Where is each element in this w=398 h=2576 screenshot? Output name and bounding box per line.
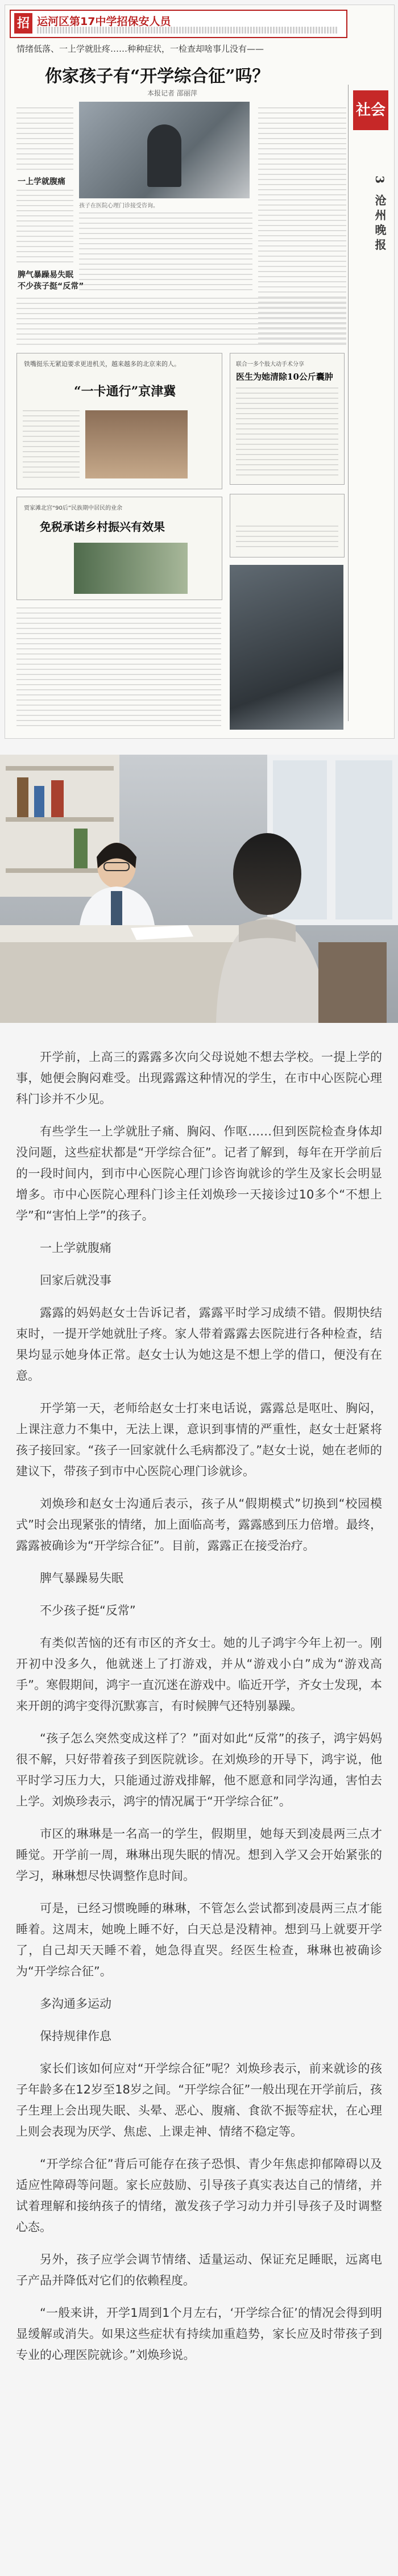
np-box-title: 医生为她清除10公斤囊肿 — [236, 372, 333, 382]
np-text-column — [16, 107, 73, 170]
article-paragraph: 开学前，上高三的露露多次向父母说她不想去学校。一提上学的事，她便会胸闷难受。出现露露这种情况的学生，在市中心医院心理科门诊并不少见。 — [16, 1050, 382, 1106]
article-paragraph: 开学第一天，老师给赵女士打来电话说，露露总是呕吐、胸闷，上课注意力不集中，无法上课，意识到事情的严重性，赵女士赶紧将孩子接回家。“孩子一回家就什么毛病都没了。”赵女士说，她在老师的建议下，带孩子到市中心医院心理门诊就诊。 — [16, 1401, 382, 1478]
np-box-title: 免税承诺乡村振兴有效果 — [40, 520, 165, 534]
article-photo — [0, 755, 398, 1023]
article-paragraph: 有类似苦恼的还有市区的齐女士。她的儿子鸿宇今年上初一。刚开初中没多久，他就迷上了打游戏，并从“游戏小白”成为“游戏高手”。寒假期间，鸿宇一直沉迷在游戏中。临近开学，齐女士发现，本来开朗的鸿宇变得沉默寡言，有时候脾气还特别暴躁。 — [16, 1636, 382, 1713]
article-paragraph: 刘焕珍和赵女士沟通后表示，孩子从“假期模式”切换到“校园模式”时会出现紧张的情绪，加上面临高考，露露感到压力倍增。最终，露露被确诊为“开学综合征”。目前，露露正在接受治疗。 — [16, 1497, 382, 1553]
np-kicker: 情绪低落、一上学就肚疼……种种症状，一检查却啥事儿没有—— — [16, 44, 264, 54]
article-paragraph: 另外，孩子应学会调节情绪、适量运动、保证充足睡眠，远离电子产品并降低对它们的依赖程度。 — [16, 2253, 382, 2287]
article-paragraph: 市区的琳琳是一名高一的学生，假期里，她每天到凌晨两三点才睡觉。开学前一周，琳琳出现失眠的情况。想到入学又会开始紧张的学习，琳琳想尽快调整作息时间。 — [16, 1827, 382, 1883]
np-text-column — [258, 107, 346, 346]
np-article-box — [16, 497, 222, 600]
article-subhead: 多沟通多运动 — [40, 1997, 111, 2011]
np-text-column — [16, 607, 221, 727]
np-byline: 本报记者 邵丽萍 — [147, 89, 197, 97]
np-photo — [79, 102, 250, 198]
article-paragraph: 露露的妈妈赵女士告诉记者，露露平时学习成绩不错。假期快结束时，一提开学她就肚子疼。家人带着露露去医院进行各种检查，结果均显示她身体正常。赵女士认为她这是不想上学的借口，便没有在意。 — [16, 1306, 382, 1383]
section-page-label: 3 沧州晚报 — [373, 176, 387, 253]
article-subhead: 不少孩子挺“反常” — [40, 1604, 136, 1617]
article-paragraph: 家长们该如何应对“开学综合征”呢？刘焕珍表示，前来就诊的孩子年龄多在12岁至18岁之间。“开学综合征”一般出现在开学前后，孩子生理上会出现失眠、头晕、恶心、腹痛、食欲不振等症状，在心理上则会表现为厌学、焦虑、上课走神、情绪不稳定等。 — [16, 2062, 382, 2138]
np-article-box — [230, 494, 345, 557]
np-box-kicker: 联合一多个肢大动手术分享 — [236, 361, 304, 368]
np-box-title: “一卡通行”京津冀 — [74, 384, 176, 399]
article-paragraph: 可是，已经习惯晚睡的琳琳，不管怎么尝试都到凌晨两三点才能睡着。这周末，她晚上睡不好，白天总是没精神。想到马上就要开学了，自己却天天睡不着，她急得直哭。经医生检查，琳琳也被确诊为“开学综合征”。 — [16, 1901, 382, 1978]
article-paragraph: “开学综合征”背后可能存在孩子恐惧、青少年焦虑抑郁障碍以及适应性障碍等问题。家长应鼓励、引导孩子真实表达自己的情绪，并试着理解和接纳孩子的情绪，激发孩子学习动力并引导孩子及时调整心态。 — [16, 2157, 382, 2234]
np-photo — [230, 565, 343, 730]
article-subhead: 脾气暴躁易失眠 — [40, 1571, 123, 1585]
np-text-column — [236, 388, 338, 478]
consultation-photo — [0, 755, 398, 1023]
newspaper-scan — [5, 5, 395, 739]
article-subhead: 回家后就没事 — [40, 1274, 111, 1287]
article-paragraph: 有些学生一上学就肚子痛、胸闷、作呕……但到医院检查身体却没问题，这些症状都是“开学综合征”。记者了解到，每年在开学前后的一段时间内，到市中心医院心理门诊咨询就诊的学生及家长会明显增多。市中心医院心理科门诊主任刘焕珍一天接诊过10多个“不想上学”和“害怕上学”的孩子。 — [16, 1125, 382, 1222]
ad-fine-print — [37, 27, 338, 34]
article-subhead: 一上学就腹痛 — [40, 1241, 111, 1255]
article-body — [16, 1047, 382, 2377]
np-box-kicker: 贾家滩北宫“90后”民族期中居民的业余 — [24, 505, 123, 511]
recruit-ad — [10, 10, 347, 38]
section-tab: 社会 — [353, 90, 388, 130]
np-text-column — [16, 190, 73, 264]
ad-title: 运河区第17中学招保安人员 — [37, 15, 171, 28]
np-text-column — [23, 410, 80, 481]
article-paragraph: “一般来讲，开学1周到1个月左右，‘开学综合征’的情况会得到明显缓解或消失。如果这些症状有持续加重趋势，家长应及时带孩子到专业的心理医院就诊。”刘焕珍说。 — [16, 2306, 382, 2362]
np-text-column — [236, 526, 338, 551]
np-box-photo — [74, 543, 188, 594]
np-box-kicker: 铁嘴挺乐无紧迫要求更进机关，越来越多的北京来的人。 — [24, 360, 180, 368]
np-photo-caption: 孩子在医院心理门诊接受咨询。 — [79, 203, 159, 209]
np-box-photo — [85, 410, 188, 478]
np-article-box — [230, 353, 345, 485]
np-headline: 你家孩子有“开学综合征”吗？ — [45, 66, 270, 86]
article-subhead: 保持规律作息 — [40, 2029, 111, 2043]
np-text-column — [79, 213, 252, 292]
ad-badge: 招 — [14, 13, 32, 34]
article-paragraph: “孩子怎么突然变成这样了？”面对如此“反常”的孩子，鸿宇妈妈很不解，只好带着孩子到医院就诊。在刘焕珍的开导下，鸿宇说，他平时学习压力大，只能通过游戏排解，他不愿意和同学沟通，害怕去上学。刘焕珍表示，鸿宇的情况属于“开学综合征”。 — [16, 1732, 382, 1808]
np-article-box — [16, 353, 222, 489]
np-subhead: 脾气暴躁易失眠 不少孩子挺“反常” — [18, 270, 84, 291]
column-divider — [348, 85, 349, 721]
np-subhead: 一上学就腹痛 — [18, 177, 65, 186]
